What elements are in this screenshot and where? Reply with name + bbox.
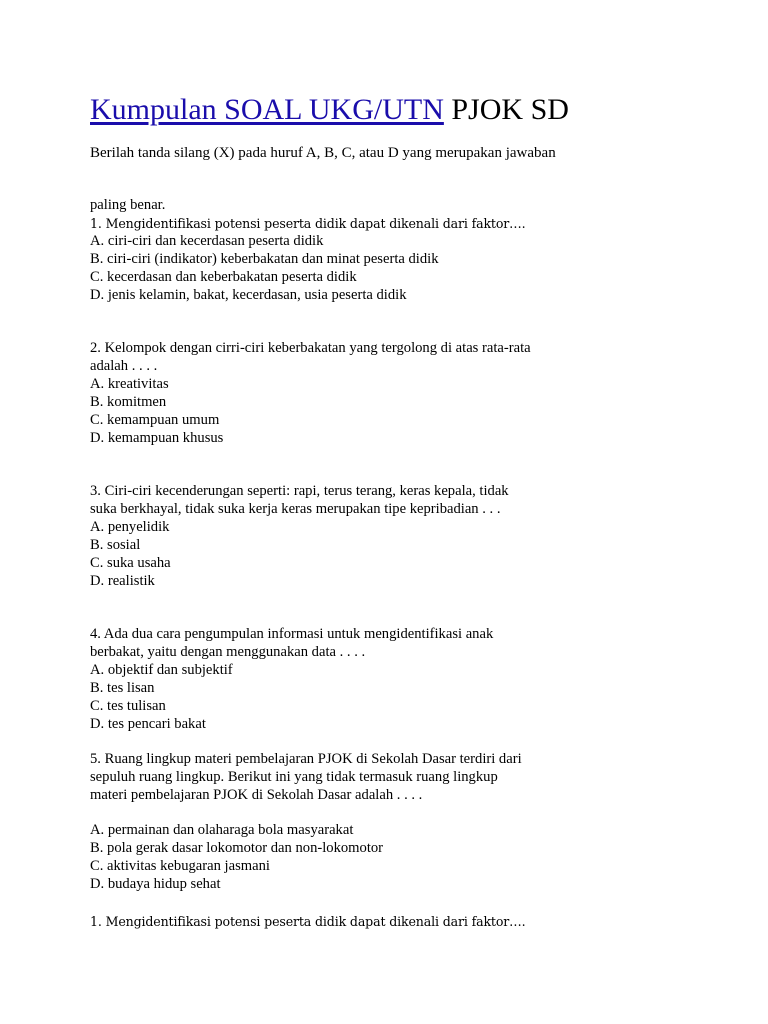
question-text-cont: adalah . . . . xyxy=(90,357,158,374)
option-a: A. ciri-ciri dan kecerdasan peserta didik xyxy=(90,232,324,249)
instruction-line-2: paling benar. xyxy=(90,197,166,213)
option-a: A. kreativitas xyxy=(90,375,169,392)
option-d: D. realistik xyxy=(90,572,155,589)
question-text-cont: materi pembelajaran PJOK di Sekolah Dasar adalah . . . . xyxy=(90,786,423,803)
question-text-cont: sepuluh ruang lingkup. Berikut ini yang tidak termasuk ruang lingkup xyxy=(90,768,498,785)
option-b: B. komitmen xyxy=(90,393,167,410)
title-link[interactable]: Kumpulan SOAL UKG/UTN xyxy=(90,93,444,126)
option-a: A. permainan dan olaharaga bola masyarakat xyxy=(90,822,354,838)
question-text-cont: berbakat, yaitu dengan menggunakan data . . . . xyxy=(90,643,366,660)
option-b: B. tes lisan xyxy=(90,679,155,696)
option-d: D. tes pencari bakat xyxy=(90,715,206,732)
option-a: A. objektif dan subjektif xyxy=(90,661,233,678)
question-block-3 xyxy=(90,483,509,590)
option-c: C. kecerdasan dan keberbakatan peserta didik xyxy=(90,268,357,285)
option-b: B. pola gerak dasar lokomotor dan non-lokomotor xyxy=(90,839,384,856)
question-text: 5. Ruang lingkup materi pembelajaran PJOK di Sekolah Dasar terdiri dari xyxy=(90,751,522,767)
option-c: C. aktivitas kebugaran jasmani xyxy=(90,857,270,874)
question-text: 2. Kelompok dengan cirri-ciri keberbakatan yang tergolong di atas rata-rata xyxy=(90,340,531,356)
title-text: PJOK SD xyxy=(451,93,569,126)
page-title xyxy=(90,91,569,129)
option-b: B. sosial xyxy=(90,536,141,553)
question-block-repeat xyxy=(90,913,525,931)
question-text-cont: suka berkhayal, tidak suka kerja keras merupakan tipe kepribadian . . . xyxy=(90,500,501,517)
question-text: 1. Mengidentifikasi potensi peserta didik dapat dikenali dari faktor…. xyxy=(90,215,526,231)
option-a: A. penyelidik xyxy=(90,518,170,535)
option-c: C. tes tulisan xyxy=(90,697,166,714)
question-options-5 xyxy=(90,822,383,894)
option-d: D. budaya hidup sehat xyxy=(90,875,221,892)
question-block-2 xyxy=(90,340,531,447)
question-block-1 xyxy=(90,197,525,304)
question-text: 3. Ciri-ciri kecenderungan seperti: rapi, terus terang, keras kepala, tidak xyxy=(90,483,509,499)
instruction-line-1: Berilah tanda silang (X) pada huruf A, B, C, atau D yang merupakan jawaban xyxy=(90,145,556,161)
option-c: C. suka usaha xyxy=(90,554,171,571)
option-d: D. jenis kelamin, bakat, kecerdasan, usia peserta didik xyxy=(90,286,407,303)
question-block-4 xyxy=(90,626,493,733)
option-c: C. kemampuan umum xyxy=(90,411,220,428)
question-block-5 xyxy=(90,751,522,805)
option-d: D. kemampuan khusus xyxy=(90,429,224,446)
question-text: 1. Mengidentifikasi potensi peserta didik dapat dikenali dari faktor…. xyxy=(90,914,526,929)
question-text: 4. Ada dua cara pengumpulan informasi untuk mengidentifikasi anak xyxy=(90,626,494,642)
option-b: B. ciri-ciri (indikator) keberbakatan dan minat peserta didik xyxy=(90,250,439,267)
